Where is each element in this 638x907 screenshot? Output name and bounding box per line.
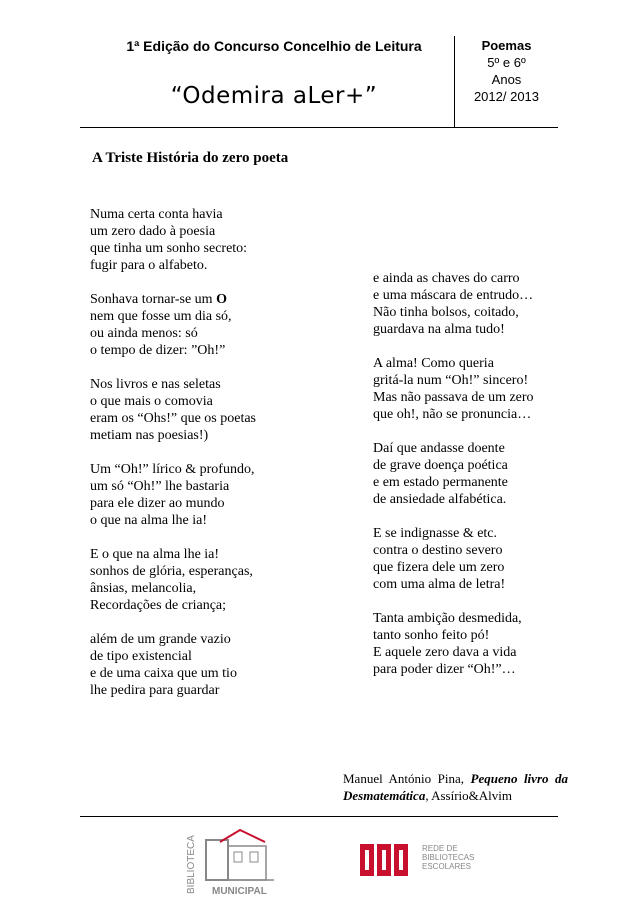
poem-line: o tempo de dizer: ”Oh!” — [90, 343, 226, 358]
poem-stanza — [373, 440, 603, 508]
brand-title: “Odemira aLer+” — [170, 83, 378, 109]
poem-line: Mas não passava de um zero — [373, 390, 534, 405]
rbe-text-line: ESCOLARES — [422, 862, 471, 871]
poem-stanza — [373, 610, 603, 678]
category-label: Poemas — [481, 38, 532, 53]
poem-line: para ele dizer ao mundo — [90, 496, 225, 511]
poem-line: contra o destino severo — [373, 543, 503, 558]
bold-letter: O — [216, 292, 227, 307]
poem-right-column — [373, 270, 603, 695]
poem-stanza — [90, 631, 330, 699]
poem-line: Tanta ambição desmedida, — [373, 611, 522, 626]
poem-stanza — [373, 355, 603, 423]
poem-line: um só “Oh!” lhe bastaria — [90, 479, 230, 494]
poem-line: Nos livros e nas seletas — [90, 377, 221, 392]
poem-line: de tipo existencial — [90, 649, 192, 664]
header-right — [455, 37, 558, 105]
poem-line: eram os “Ohs!” que os poetas — [90, 411, 257, 426]
poem-line: lhe pedira para guardar — [90, 683, 220, 698]
footer-rule — [80, 816, 558, 817]
credit-book: Pequeno livro da Desmatemática — [343, 771, 569, 803]
poem-line: além de um grande vazio — [90, 632, 231, 647]
poem-line: Recordações de criança; — [90, 598, 227, 613]
poem-stanza — [373, 270, 603, 338]
poem-line: para poder dizer “Oh!”… — [373, 662, 516, 677]
poem-line: de grave doença poética — [373, 458, 508, 473]
poem-line: metiam nas poesias!) — [90, 428, 209, 443]
contest-title: 1ª Edição do Concurso Concelhio de Leitura — [126, 38, 422, 54]
poem-line: guardava na alma tudo! — [373, 322, 505, 337]
rbe-logo — [360, 840, 520, 885]
poem-line: fugir para o alfabeto. — [90, 258, 208, 273]
header-left — [95, 38, 453, 109]
poem-stanza — [90, 206, 330, 274]
library-building-icon — [180, 822, 290, 902]
poem-stanza — [90, 291, 330, 359]
poem-line: Não tinha bolsos, coitado, — [373, 305, 519, 320]
school-year: 2012/ 2013 — [473, 89, 540, 104]
poem-line: e em estado permanente — [373, 475, 508, 490]
poem-line: que tinha um sonho secreto: — [90, 241, 248, 256]
biblioteca-municipal-logo — [180, 822, 290, 902]
rbe-text — [422, 844, 474, 871]
poem-stanza — [90, 461, 330, 529]
header-rule — [80, 127, 558, 128]
poem-line: E o que na alma lhe ia! — [90, 547, 220, 562]
poem-line: que oh!, não se pronuncia… — [373, 407, 532, 422]
poem-line: nem que fosse um dia só, — [90, 309, 232, 324]
poem-line: de ansiedade alfabética. — [373, 492, 507, 507]
poem-line: que fizera dele um zero — [373, 560, 505, 575]
poem-line: sonhos de glória, esperanças, — [90, 564, 253, 579]
poem-line: com uma alma de letra! — [373, 577, 506, 592]
poem-line: e uma máscara de entrudo… — [373, 288, 534, 303]
poem-line: um zero dado à poesia — [90, 224, 216, 239]
rbe-text-line: BIBLIOTECAS — [422, 853, 475, 862]
poem-title: A Triste História do zero poeta — [92, 150, 289, 166]
poem-line: A alma! Como queria — [373, 356, 494, 371]
poem-line: e de uma caixa que um tio — [90, 666, 237, 681]
poem-line: Daí que andasse doente — [373, 441, 505, 456]
poem-line: o que mais o comovia — [90, 394, 213, 409]
poem-line: Sonhava tornar-se um O — [90, 292, 227, 307]
logo-bottom-text: MUNICIPAL — [212, 886, 267, 897]
rbe-mark-icon — [360, 840, 412, 880]
logo-vertical-text: BIBLIOTECA — [186, 835, 197, 894]
poem-line: E se indignasse & etc. — [373, 526, 498, 541]
grades-label: 5º e 6º — [487, 55, 526, 70]
poem-line: gritá-la num “Oh!” sincero! — [373, 373, 529, 388]
grades-suffix: Anos — [491, 72, 522, 87]
poem-stanza — [90, 546, 330, 614]
poem-line: ânsias, melancolia, — [90, 581, 197, 596]
poem-line: Numa certa conta havia — [90, 207, 223, 222]
poem-line: tanto sonho feito pó! — [373, 628, 490, 643]
poem-line: o que na alma lhe ia! — [90, 513, 208, 528]
poem-stanza — [373, 525, 603, 593]
poem-credit — [343, 770, 568, 804]
poem-line: E aquele zero dava a vida — [373, 645, 517, 660]
poem-line: e ainda as chaves do carro — [373, 271, 520, 286]
poem-line: ou ainda menos: só — [90, 326, 198, 341]
credit-publisher: , Assírio&Alvim — [425, 788, 513, 803]
credit-author: Manuel António Pina, — [343, 771, 471, 786]
poem-left-column — [90, 206, 330, 716]
poem-line: Um “Oh!” lírico & profundo, — [90, 462, 255, 477]
poem-stanza — [90, 376, 330, 444]
rbe-text-line: REDE DE — [422, 844, 458, 853]
